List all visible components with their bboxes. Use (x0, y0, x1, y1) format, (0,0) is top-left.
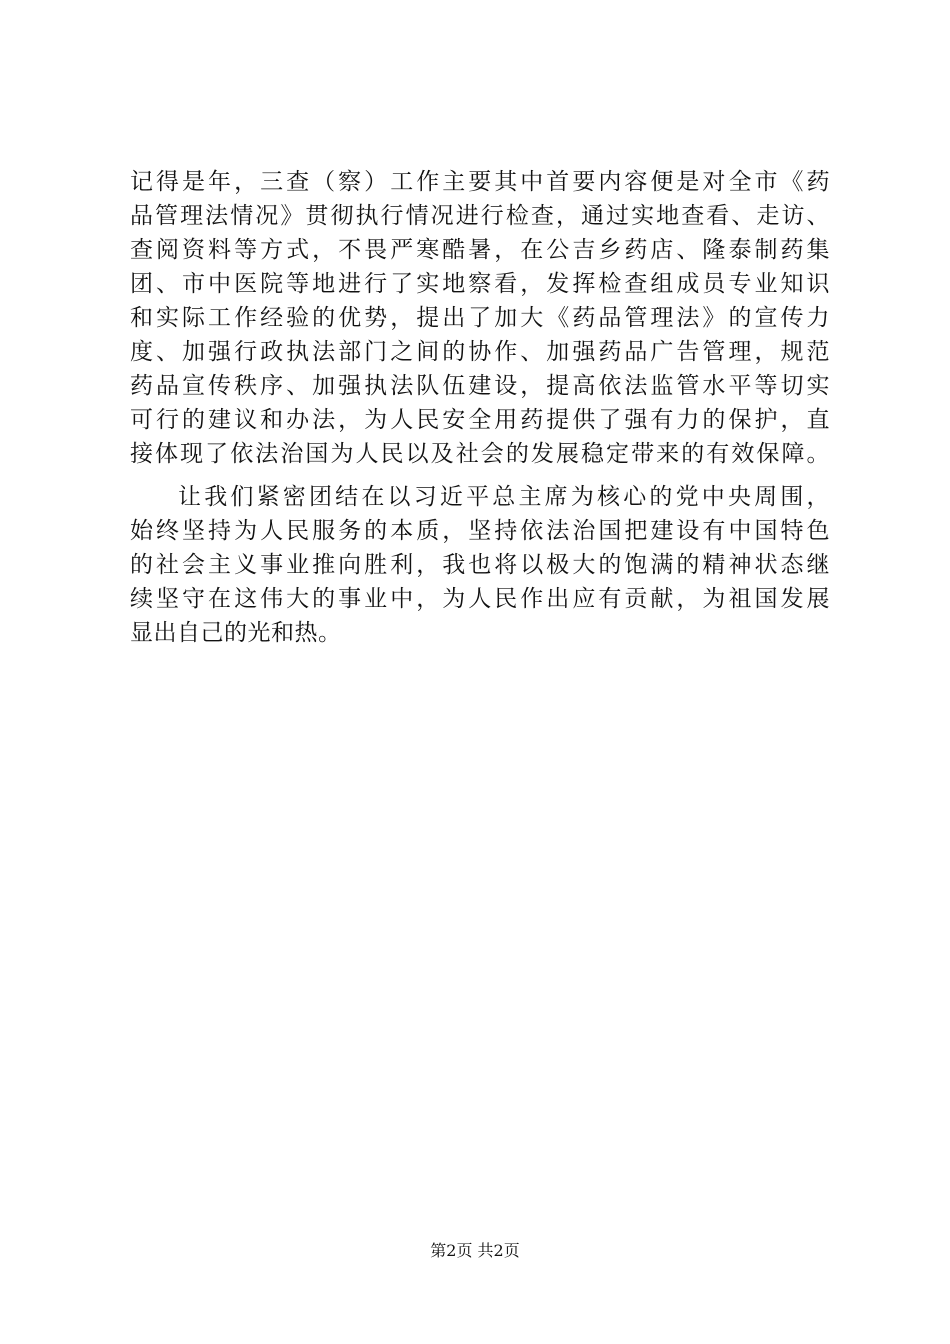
paragraph-line: 药品宣传秩序、加强执法队伍建设，提高依法监管水平等切实 (130, 373, 830, 399)
paragraph-1 (130, 165, 830, 471)
paragraph-2 (130, 480, 830, 650)
paragraph-line: 度、加强行政执法部门之间的协作、加强药品广告管理，规范 (130, 339, 830, 365)
paragraph-line: 品管理法情况》贯彻执行情况进行检查，通过实地查看、走访、 (130, 203, 830, 229)
paragraph-line: 团、市中医院等地进行了实地察看，发挥检查组成员专业知识 (130, 271, 830, 297)
paragraph-line: 和实际工作经验的优势，提出了加大《药品管理法》的宣传力 (130, 305, 830, 331)
paragraph-line: 的社会主义事业推向胜利，我也将以极大的饱满的精神状态继 (130, 552, 830, 578)
page-footer: 第2页 共2页 (430, 1241, 520, 1260)
paragraph-line: 可行的建议和办法，为人民安全用药提供了强有力的保护，直 (130, 407, 830, 433)
paragraph-line: 接体现了依法治国为人民以及社会的发展稳定带来的有效保障。 (130, 441, 830, 467)
paragraph-line: 始终坚持为人民服务的本质，坚持依法治国把建设有中国特色 (130, 518, 830, 544)
paragraph-line: 续坚守在这伟大的事业中，为人民作出应有贡献，为祖国发展 (130, 586, 830, 612)
paragraph-line: 显出自己的光和热。 (130, 620, 342, 646)
paragraph-line: 让我们紧密团结在以习近平总主席为核心的党中央周围， (178, 484, 830, 510)
paragraph-line: 查阅资料等方式，不畏严寒酷暑，在公吉乡药店、隆泰制药集 (130, 237, 830, 263)
paragraph-line: 记得是年，三查（察）工作主要其中首要内容便是对全市《药 (130, 169, 830, 195)
